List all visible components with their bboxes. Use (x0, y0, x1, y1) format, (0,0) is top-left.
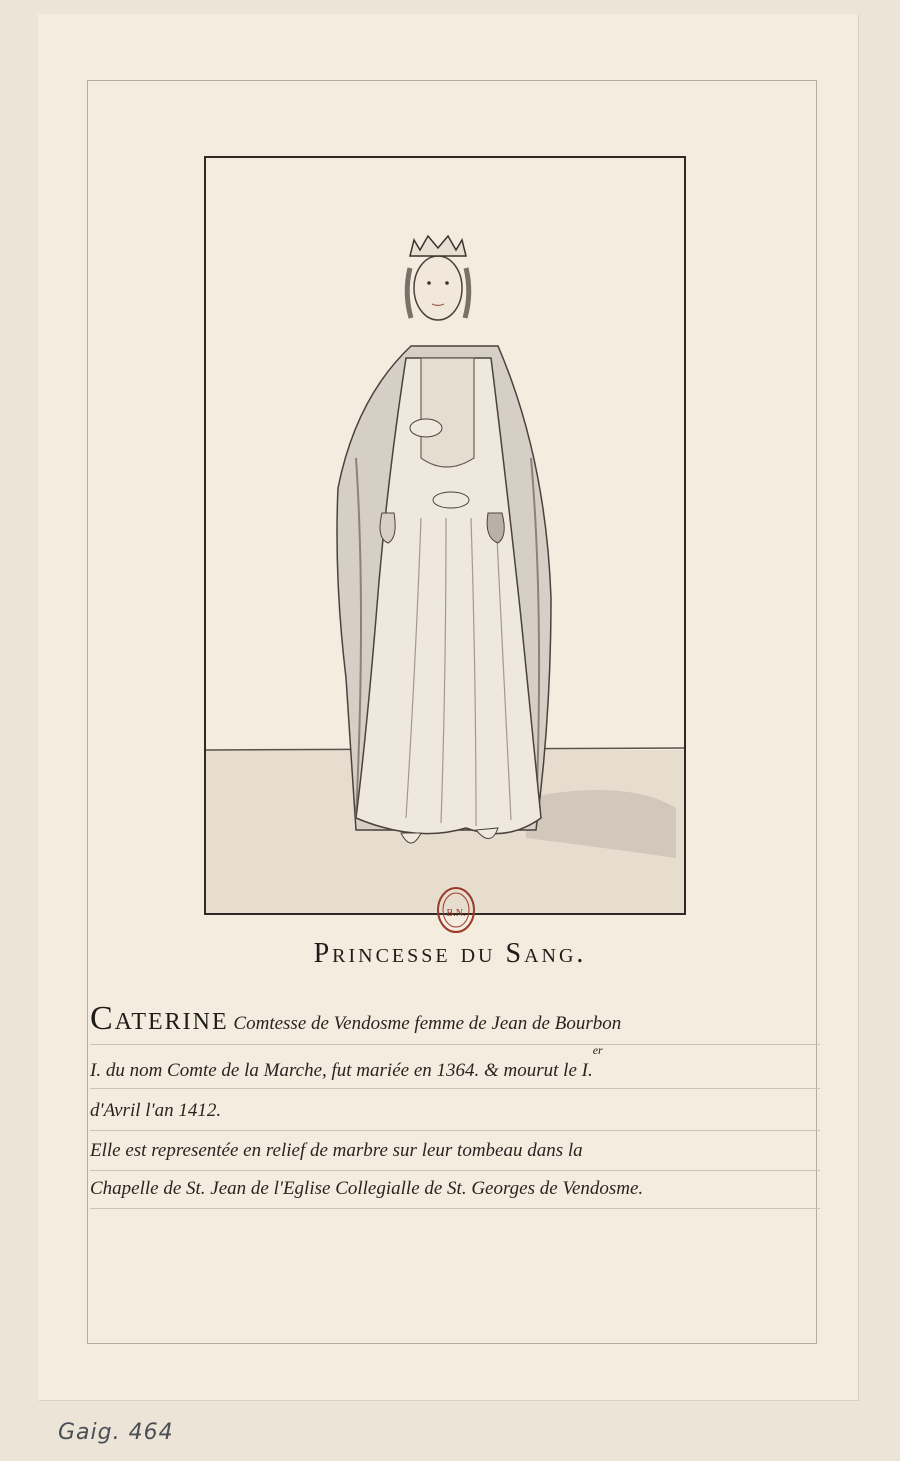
caption-line-3: d'Avril l'an 1412. (90, 1100, 222, 1121)
caption-line-4: Elle est representée en relief de marbre sur leur tombeau dans la (90, 1140, 583, 1161)
library-stamp-seal (436, 886, 476, 934)
effigy-plate (204, 156, 686, 915)
shelfmark: Gaig. 464 (58, 1420, 174, 1445)
caption-line-2 (90, 1043, 603, 1082)
ruled-line (90, 1088, 820, 1089)
stamp-text: B.N. (446, 908, 466, 919)
crown-icon (410, 236, 466, 256)
page-heading: Princesse du Sang. (313, 938, 587, 969)
caption-line-2-sup: er (592, 1043, 603, 1057)
caption-line-1 (90, 1000, 621, 1038)
caption-line-5: Chapelle de St. Jean de l'Eglise Collegialle de St. Georges de Vendosme. (90, 1178, 644, 1199)
effigy-illustration (206, 158, 684, 913)
face (414, 256, 462, 320)
subject-name: Caterine (90, 1000, 229, 1037)
ruled-line (90, 1170, 820, 1171)
lower-hand (433, 492, 469, 508)
ruled-line (90, 1130, 820, 1131)
caption-line-1-rest: Comtesse de Vendosme femme de Jean de Bourbon (233, 1013, 622, 1034)
caption-line-2-text: I. du nom Comte de la Marche, fut mariée en 1364. & mourut le I. (90, 1060, 593, 1081)
upper-hand (410, 419, 442, 437)
ruled-line (90, 1044, 820, 1045)
library-stamp (436, 886, 476, 934)
ruled-line (90, 1208, 820, 1209)
